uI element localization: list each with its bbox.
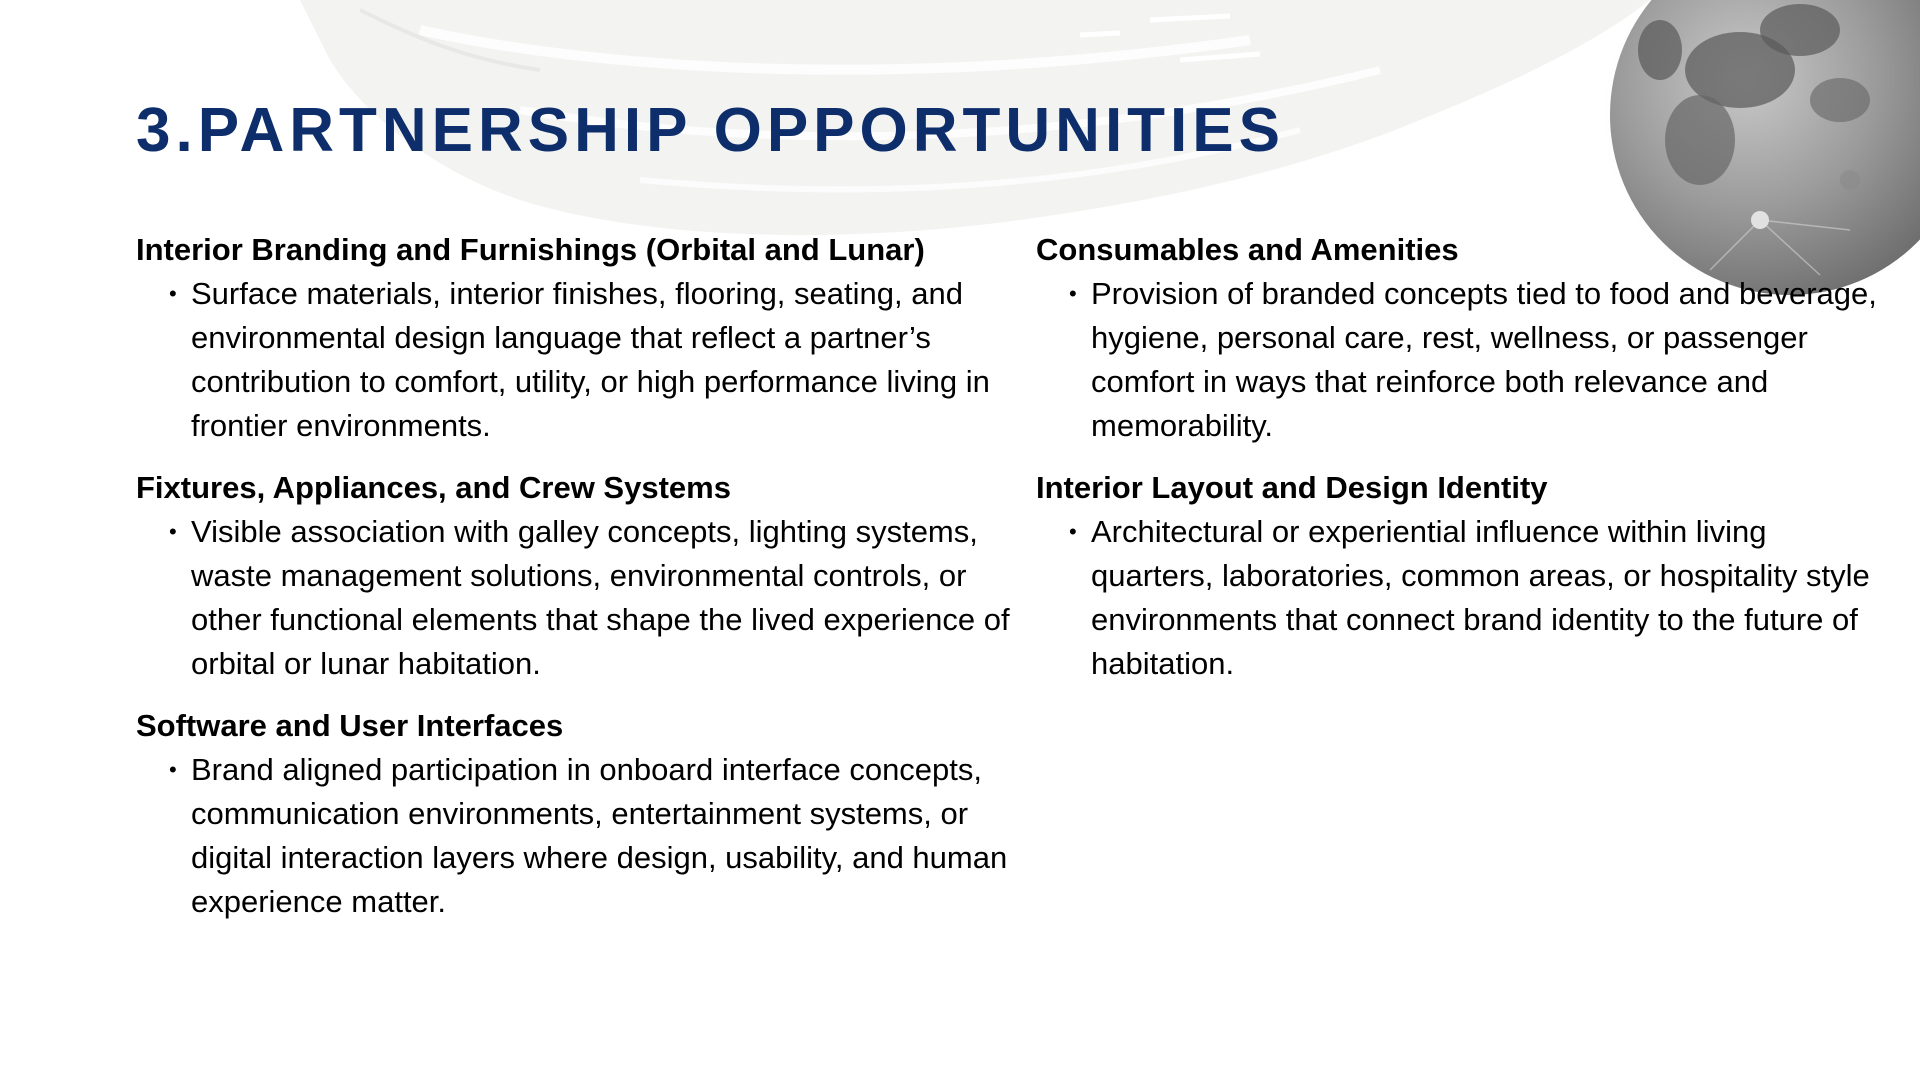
bullet-icon: • xyxy=(1069,519,1077,544)
bullet-icon: • xyxy=(1069,281,1077,306)
section-software-interfaces xyxy=(136,704,1016,924)
bullet-list xyxy=(136,510,1016,686)
bullet-text: Surface materials, interior finishes, flooring, seating, and environmental design language that reflect a partner’s contribution to comfort, utility, or high performance living in frontier environments. xyxy=(191,276,990,443)
section-heading: Interior Layout and Design Identity xyxy=(1036,470,1548,505)
bullet-text: Visible association with galley concepts, lighting systems, waste management solutions, environmental controls, or other functional elements that shape the lived experience of orbital or lunar habitation. xyxy=(191,514,1010,681)
list-item xyxy=(1036,510,1886,686)
section-heading: Interior Branding and Furnishings (Orbital and Lunar) xyxy=(136,232,925,267)
list-item xyxy=(136,272,1016,448)
section-heading: Fixtures, Appliances, and Crew Systems xyxy=(136,470,731,505)
bullet-icon: • xyxy=(169,757,177,782)
section-interior-layout xyxy=(1036,466,1886,686)
list-item xyxy=(136,748,1016,924)
page-title: 3.PARTNERSHIP OPPORTUNITIES xyxy=(136,96,1285,165)
list-item xyxy=(1036,272,1886,448)
section-consumables-amenities xyxy=(1036,228,1886,448)
bullet-list xyxy=(136,272,1016,448)
section-heading: Software and User Interfaces xyxy=(136,708,564,743)
section-interior-branding xyxy=(136,228,1016,448)
bullet-list xyxy=(1036,272,1886,448)
section-fixtures-appliances xyxy=(136,466,1016,686)
bullet-text: Architectural or experiential influence within living quarters, laboratories, common areas, or hospitality style environments that connect brand identity to the future of habitation. xyxy=(1091,514,1870,681)
section-heading: Consumables and Amenities xyxy=(1036,232,1459,267)
bullet-icon: • xyxy=(169,281,177,306)
list-item xyxy=(136,510,1016,686)
bullet-text: Provision of branded concepts tied to food and beverage, hygiene, personal care, rest, wellness, or passenger comfort in ways that reinforce both relevance and memorability. xyxy=(1091,276,1877,443)
bullet-list xyxy=(136,748,1016,924)
right-column xyxy=(1036,228,1886,704)
bullet-icon: • xyxy=(169,519,177,544)
bullet-text: Brand aligned participation in onboard interface concepts, communication environments, entertainment systems, or digital interaction layers where design, usability, and human experience matter. xyxy=(191,752,1008,919)
left-column xyxy=(136,228,1016,942)
bullet-list xyxy=(1036,510,1886,686)
